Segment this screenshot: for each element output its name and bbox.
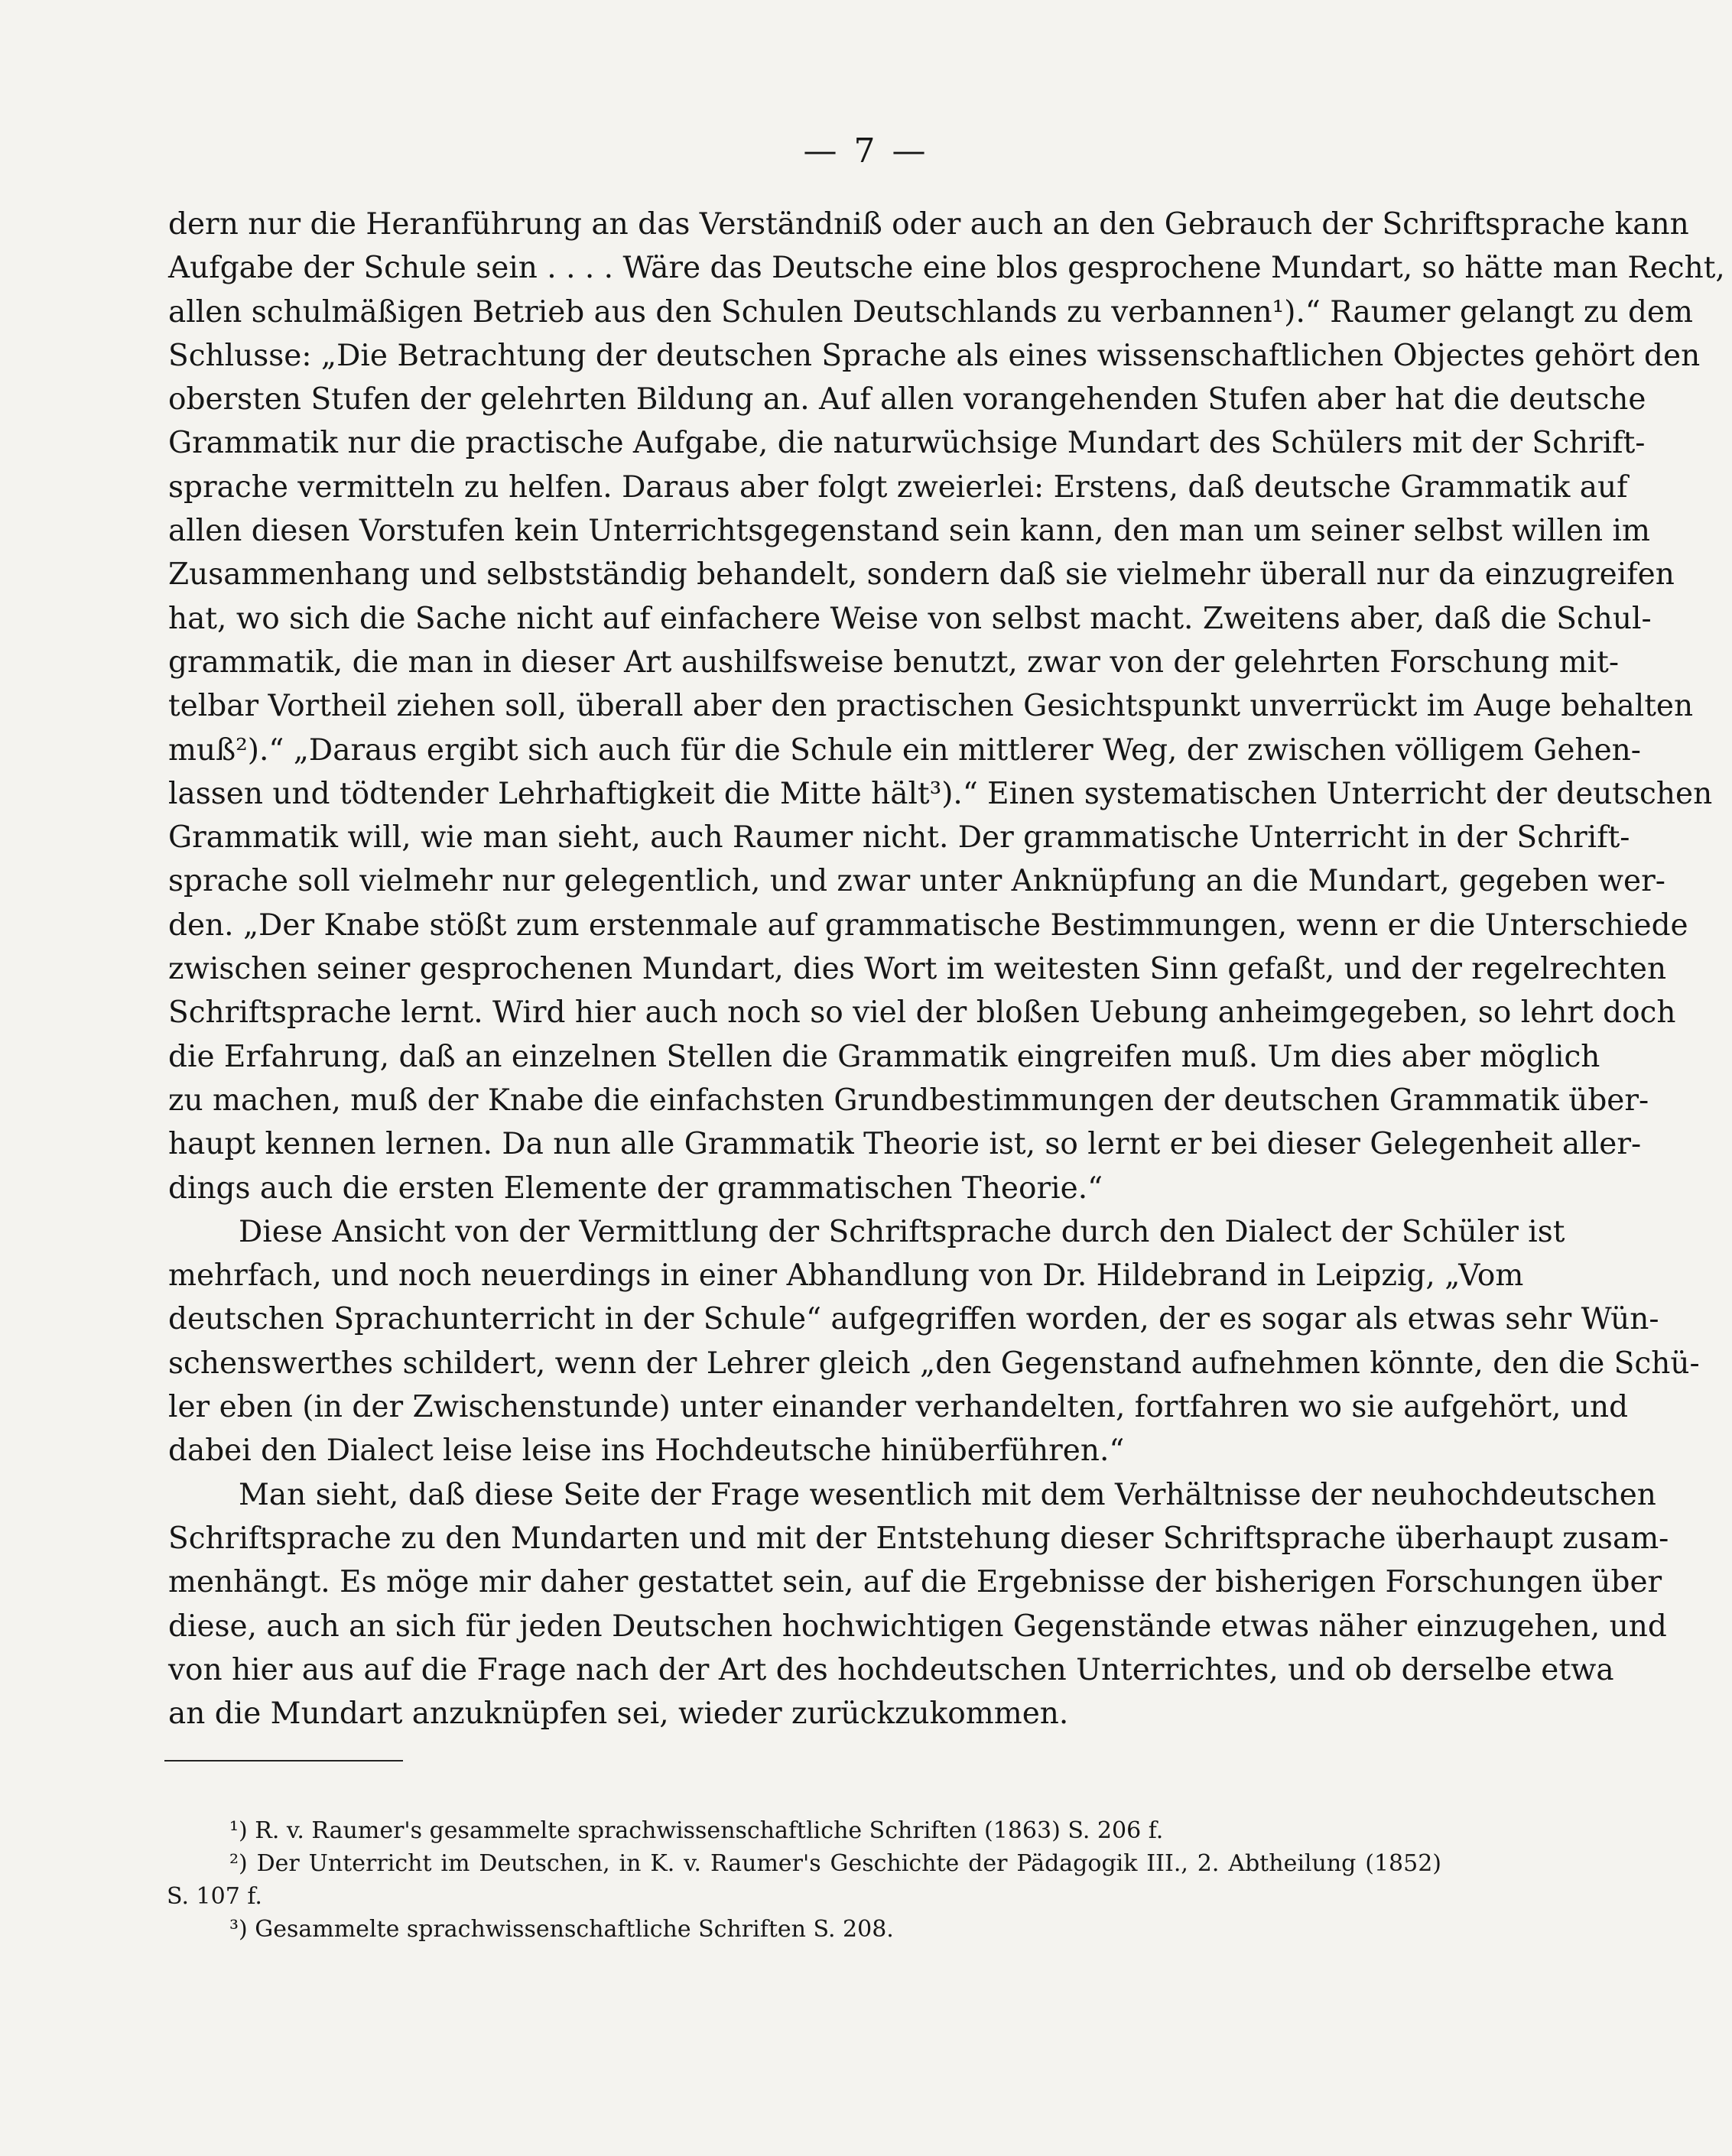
text-line: Grammatik nur die practische Aufgabe, die naturwüchsige Mundart des Schülers mit der Schrift-	[168, 426, 1646, 461]
text-line: lassen und tödtender Lehrhaftigkeit die Mitte hält³).“ Einen systematischen Unterricht der deutschen	[168, 776, 1713, 811]
footnote-2: ²) Der Unterricht im Deutschen, in K. v. Raumer's Geschichte der Pädagogik III., 2. Abtheilung (1852)	[229, 1850, 1441, 1877]
text-line: an die Mundart anzuknüpfen sei, wieder zurückzukommen.	[168, 1697, 1069, 1732]
text-line: diese, auch an sich für jeden Deutschen hochwichtigen Gegenstände etwas näher einzugehen, und	[168, 1609, 1667, 1644]
text-line: obersten Stufen der gelehrten Bildung an. Auf allen vorangehenden Stufen aber hat die deutsche	[168, 382, 1646, 417]
text-line: deutschen Sprachunterricht in der Schule“ aufgegriffen worden, der es sogar als etwas sehr Wün-	[168, 1302, 1659, 1337]
text-line: haupt kennen lernen. Da nun alle Grammatik Theorie ist, so lernt er bei dieser Gelegenheit aller-	[168, 1127, 1642, 1162]
footnote-divider	[164, 1760, 403, 1761]
text-line: menhängt. Es möge mir daher gestattet sein, auf die Ergebnisse der bisherigen Forschungen über	[168, 1565, 1662, 1600]
footnotes	[167, 1814, 1441, 1946]
text-line: sprache vermitteln zu helfen. Daraus aber folgt zweierlei: Erstens, daß deutsche Grammatik auf	[168, 469, 1628, 505]
page-number: — 7 —	[803, 132, 929, 170]
text-line: Aufgabe der Schule sein . . . . Wäre das Deutsche eine blos gesprochene Mundart, so hätte man Recht,	[168, 251, 1725, 286]
text-line: dings auch die ersten Elemente der grammatischen Theorie.“	[168, 1171, 1103, 1206]
text-line: allen diesen Vorstufen kein Unterrichtsgegenstand sein kann, den man um seiner selbst willen im	[168, 514, 1651, 549]
text-line: zwischen seiner gesprochenen Mundart, dies Wort im weitesten Sinn gefaßt, und der regelrechten	[168, 952, 1667, 987]
text-line: von hier aus auf die Frage nach der Art des hochdeutschen Unterrichtes, und ob derselbe etwa	[168, 1652, 1614, 1687]
text-line: telbar Vortheil ziehen soll, überall aber den practischen Gesichtspunkt unverrückt im Auge behalten	[168, 689, 1694, 724]
text-line: Schlusse: „Die Betrachtung der deutschen Sprache als eines wissenschaftlichen Objectes gehört den	[168, 338, 1701, 373]
text-line: allen schulmäßigen Betrieb aus den Schulen Deutschlands zu verbannen¹).“ Raumer gelangt zu dem	[168, 294, 1693, 330]
text-line: hat, wo sich die Sache nicht auf einfachere Weise von selbst macht. Zweitens aber, daß die Schul-	[168, 601, 1652, 636]
text-line: sprache soll vielmehr nur gelegentlich, und zwar unter Anknüpfung an die Mundart, gegeben wer-	[168, 864, 1665, 899]
text-line: die Erfahrung, daß an einzelnen Stellen die Grammatik eingreifen muß. Um dies aber möglich	[168, 1039, 1600, 1074]
text-line: mehrfach, und noch neuerdings in einer Abhandlung von Dr. Hildebrand in Leipzig, „Vom	[168, 1258, 1524, 1294]
text-line: muß²).“ „Daraus ergibt sich auch für die Schule ein mittlerer Weg, der zwischen völligem Gehen-	[168, 732, 1641, 768]
text-line: den. „Der Knabe stößt zum erstenmale auf grammatische Bestimmungen, wenn er die Unterschiede	[168, 908, 1688, 943]
text-line: schenswerthes schildert, wenn der Lehrer gleich „den Gegenstand aufnehmen könnte, den die Schü-	[168, 1346, 1700, 1381]
text-line: dern nur die Heranführung an das Verständniß oder auch an den Gebrauch der Schriftsprache kann	[168, 207, 1689, 242]
text-line: Schriftsprache zu den Mundarten und mit der Entstehung dieser Schriftsprache überhaupt zusam-	[168, 1521, 1669, 1556]
text-line: ler eben (in der Zwischenstunde) unter einander verhandelten, fortfahren wo sie aufgehört, und	[168, 1390, 1629, 1425]
paragraph-start-line: Diese Ansicht von der Vermittlung der Schriftsprache durch den Dialect der Schüler ist	[239, 1214, 1565, 1249]
footnote-3: ³) Gesammelte sprachwissenschaftliche Schriften S. 208.	[229, 1916, 894, 1943]
text-line: zu machen, muß der Knabe die einfachsten Grundbestimmungen der deutschen Grammatik über-	[168, 1083, 1649, 1118]
text-line: Zusammenhang und selbstständig behandelt, sondern daß sie vielmehr überall nur da einzugreifen	[168, 557, 1675, 593]
footnote-2-continuation: S. 107 f.	[167, 1883, 262, 1910]
text-line: Schriftsprache lernt. Wird hier auch noch so viel der bloßen Uebung anheimgegeben, so lehrt doch	[168, 995, 1676, 1031]
text-line: grammatik, die man in dieser Art aushilfsweise benutzt, zwar von der gelehrten Forschung mit-	[168, 645, 1620, 680]
text-line: dabei den Dialect leise leise ins Hochdeutsche hinüberführen.“	[168, 1434, 1125, 1469]
body-text	[168, 203, 1725, 1736]
paragraph-start-line: Man sieht, daß diese Seite der Frage wesentlich mit dem Verhältnisse der neuhochdeutschen	[239, 1477, 1656, 1512]
text-line: Grammatik will, wie man sieht, auch Raumer nicht. Der grammatische Unterricht in der Schrift-	[168, 820, 1630, 856]
footnote-1: ¹) R. v. Raumer's gesammelte sprachwissenschaftliche Schriften (1863) S. 206 f.	[229, 1817, 1164, 1844]
